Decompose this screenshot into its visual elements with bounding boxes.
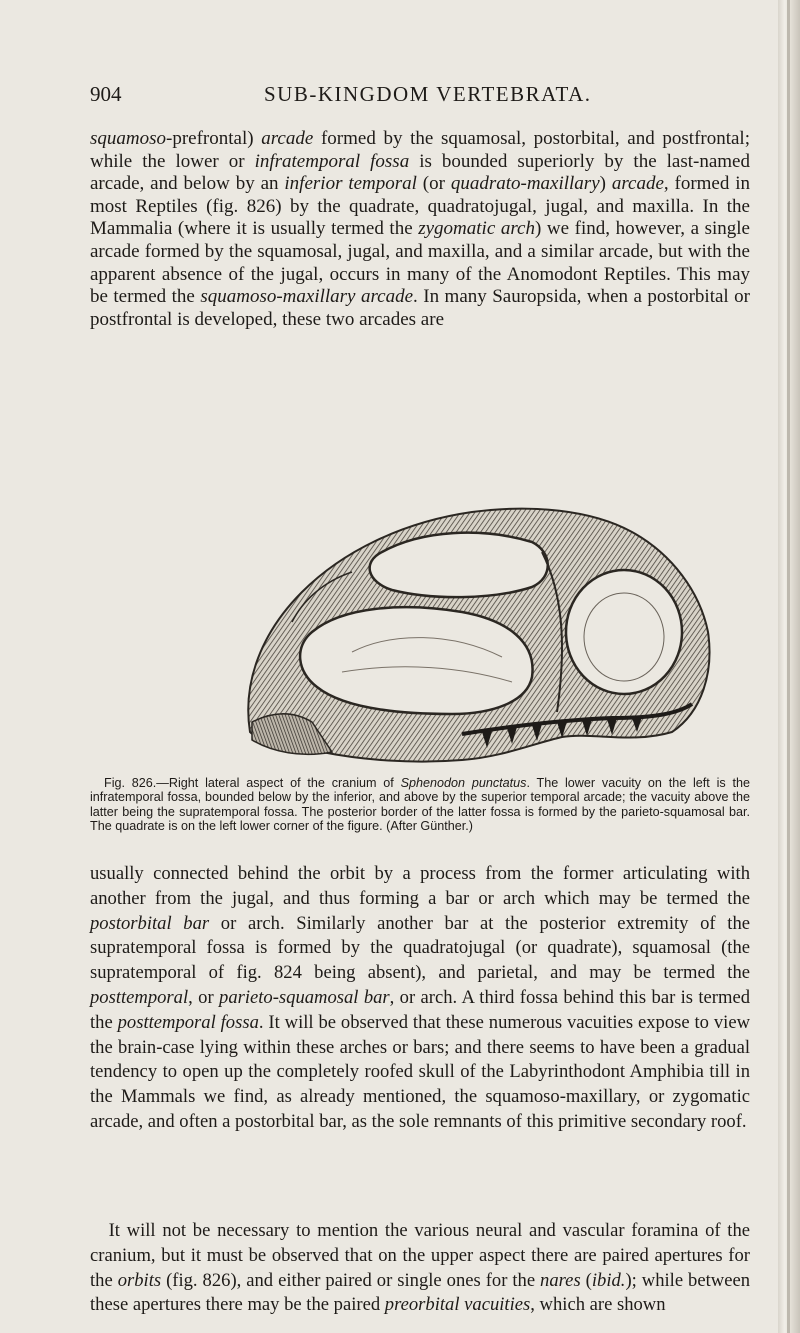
text-run: ) we find, however, a single arcade formed by the squamosal, jugal, and maxilla, and a similar arcade, but with the apparent absence of the jugal, occurs in many of the Anomodont Reptiles. This may be termed the [90, 218, 750, 308]
term-nares: nares [540, 1269, 581, 1291]
text-run: , or arch. A third fossa behind this bar is termed the [90, 986, 751, 1033]
term-arcade: arcade [611, 173, 664, 195]
text-run: -prefrontal) [166, 128, 262, 149]
term-infratemporal-fossa: infratemporal fossa [254, 150, 410, 172]
term-zygomatic-arch: zygomatic arch [418, 218, 535, 240]
text-run: , which are shown [530, 1294, 666, 1316]
term-inferior-temporal: inferior temporal [284, 173, 417, 195]
term-posttemporal-fossa: posttemporal fossa [117, 1011, 259, 1033]
term-squamoso-maxillary-arcade: squamoso-maxillary arcade [200, 286, 414, 308]
text-run: . In many Sauropsida, when a postorbital or postfrontal is developed, these two arcades are [90, 286, 750, 330]
paragraph-body [90, 862, 750, 1135]
text-run: or arch. Similarly another bar at the posterior extremity of the supratemporal fossa is formed by the quadratojugal (or quadrate), squamosal (the supratemporal of fig. 824 being absent), and parietal, and may be termed the [90, 912, 750, 984]
text-run: usually connected behind the orbit by a process from the former articulating with another from the jugal, and thus forming a bar or arch which may be termed the [90, 863, 750, 909]
text-run: ); while between these apertures there may be the paired [90, 1269, 750, 1316]
text-run: (or [416, 173, 451, 195]
term-quadrato-maxillary: quadrato-maxillary [450, 173, 600, 195]
paragraph-continued [90, 128, 750, 331]
text-run: ( [580, 1269, 592, 1291]
term-postorbital-bar: postorbital bar [90, 912, 210, 934]
term-squamoso: squamoso [90, 128, 167, 149]
text-run: , or [188, 986, 220, 1008]
term-posttemporal: posttemporal [90, 986, 189, 1008]
text-run: , formed in most Reptiles (fig. 826) by the quadrate, quadratojugal, jugal, and maxilla. In the Mammalia (where it is usually termed the [90, 173, 751, 240]
skull-figure [232, 482, 714, 765]
caption-text: . The lower vacuity on the left is the infratemporal fossa, bounded below by the inferior, and above by the superior temporal arcade; the vacuity above the latter being the supratemporal fossa. The posterior border of the latter fossa is formed by the parieto-squamosal bar. The quadrate is on the left lower corner of the figure. (After Günther.) [90, 776, 750, 834]
paragraph-body [90, 1219, 750, 1318]
term-parieto-squamosal-bar: parieto-squamosal bar [219, 986, 390, 1008]
text-run: (fig. 826), and either paired or single ones for the [161, 1269, 541, 1291]
text-run: is bounded superiorly by the last-named arcade, and below by an [90, 150, 750, 195]
term-preorbital-vacuities: preorbital vacuities [384, 1294, 531, 1316]
figure-caption [90, 776, 750, 834]
text-run: It will not be necessary to mention the various neural and vascular foramina of the cranium, but it must be observed that on the upper aspect there are paired apertures for the [90, 1220, 750, 1291]
page-number: 904 [90, 82, 122, 106]
term-ibid: ibid. [591, 1269, 626, 1291]
page-header [90, 82, 750, 112]
text-run: ) [599, 173, 612, 195]
caption-text: Fig. 826.—Right lateral aspect of the cranium of [104, 776, 401, 790]
text-run: formed by the squamosal, postorbital, and postfrontal; while the lower or [90, 128, 750, 172]
caption-species: Sphenodon punctatus [400, 776, 527, 790]
term-orbits: orbits [117, 1269, 162, 1291]
term-arcade: arcade [261, 128, 314, 149]
page-edge-line [787, 0, 790, 1333]
text-run: . It will be observed that these numerous vacuities expose to view the brain-case lying within these arches or bars; and there seems to have been a gradual tendency to open up the completely roofed skull of the Labyrinthodont Amphibia till in the Mammals we find, as already mentioned, the squamoso-maxillary, or zygomatic arcade, and often a postorbital bar, as the sole remnants of this primitive secondary roof. [90, 1011, 750, 1132]
running-title: SUB-KINGDOM VERTEBRATA. [264, 82, 592, 106]
